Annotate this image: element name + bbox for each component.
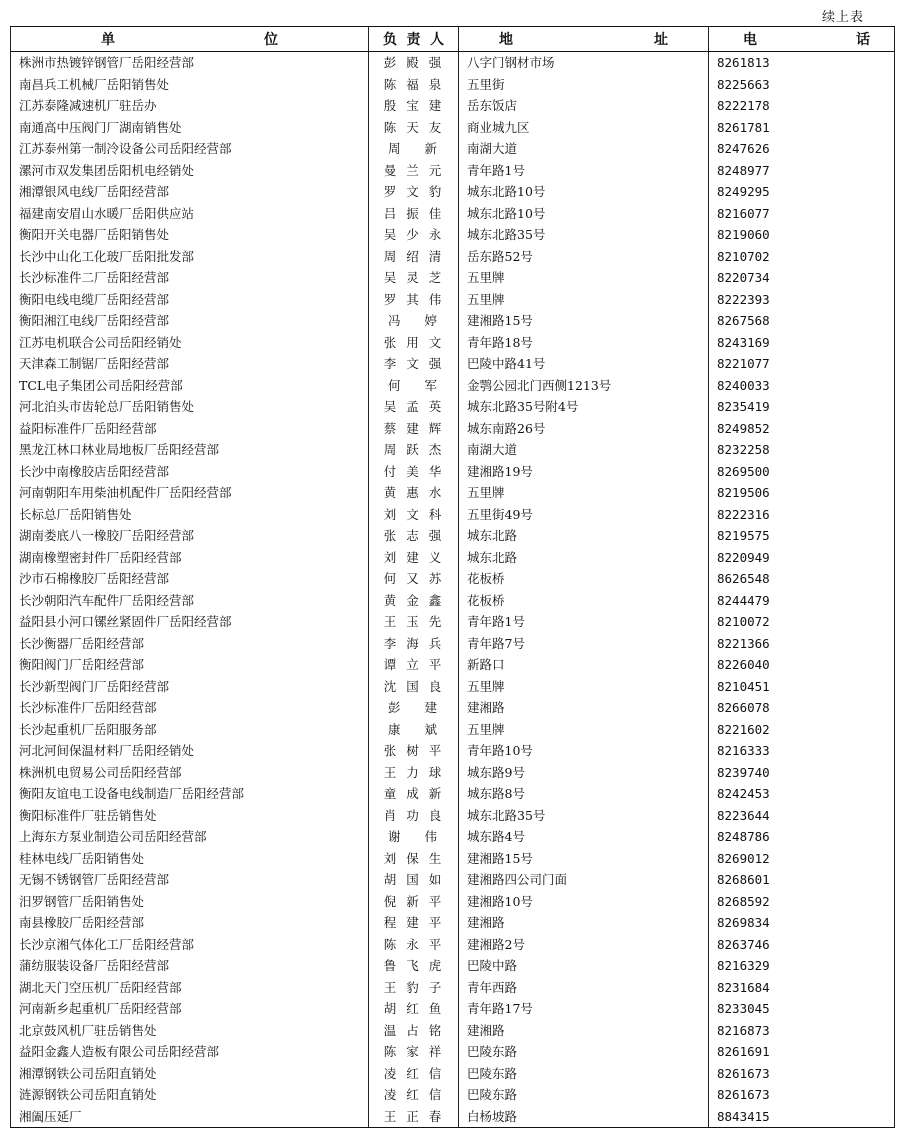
unit-cell: 衡阳友谊电工设备电线制造厂岳阳经营部 bbox=[11, 783, 369, 805]
table-row bbox=[11, 676, 895, 698]
person-cell: 冯 婷 bbox=[369, 310, 459, 332]
phone-cell: 8221602 bbox=[709, 719, 895, 741]
address-cell: 五里牌 bbox=[459, 289, 709, 311]
phone-cell: 8225663 bbox=[709, 74, 895, 96]
table-row bbox=[11, 181, 895, 203]
address-cell: 商业城九区 bbox=[459, 117, 709, 139]
header-unit-char: 位 bbox=[264, 32, 278, 48]
table-row bbox=[11, 848, 895, 870]
unit-cell: 湖南娄底八一橡胶厂岳阳经营部 bbox=[11, 525, 369, 547]
person-cell: 彭殿强 bbox=[369, 52, 459, 74]
unit-cell: 益阳县小河口镙丝紧固件厂岳阳经营部 bbox=[11, 611, 369, 633]
phone-cell: 8216873 bbox=[709, 1020, 895, 1042]
continued-label: 续上表 bbox=[821, 10, 864, 25]
phone-cell: 8269834 bbox=[709, 912, 895, 934]
phone-cell: 8843415 bbox=[709, 1106, 895, 1128]
unit-cell: 涟源钢铁公司岳阳直销处 bbox=[11, 1084, 369, 1106]
table-row bbox=[11, 310, 895, 332]
phone-cell: 8226040 bbox=[709, 654, 895, 676]
person-cell: 何又苏 bbox=[369, 568, 459, 590]
table-row bbox=[11, 1106, 895, 1128]
unit-cell: 南通高中压阀门厂湖南销售处 bbox=[11, 117, 369, 139]
address-cell: 五里牌 bbox=[459, 676, 709, 698]
header-person-char: 人 bbox=[430, 32, 444, 48]
phone-cell: 8223644 bbox=[709, 805, 895, 827]
address-cell: 五里牌 bbox=[459, 482, 709, 504]
table-row bbox=[11, 439, 895, 461]
phone-cell: 8219575 bbox=[709, 525, 895, 547]
address-cell: 建湘路19号 bbox=[459, 461, 709, 483]
table-row bbox=[11, 590, 895, 612]
unit-cell: 江苏泰州第一制冷设备公司岳阳经营部 bbox=[11, 138, 369, 160]
address-cell: 巴陵东路 bbox=[459, 1063, 709, 1085]
unit-cell: 湖南橡塑密封件厂岳阳经营部 bbox=[11, 547, 369, 569]
phone-cell: 8231684 bbox=[709, 977, 895, 999]
table-row bbox=[11, 762, 895, 784]
unit-cell: 福建南安眉山水暖厂岳阳供应站 bbox=[11, 203, 369, 225]
unit-cell: 南县橡胶厂岳阳经营部 bbox=[11, 912, 369, 934]
table-row bbox=[11, 891, 895, 913]
person-cell: 凌红信 bbox=[369, 1084, 459, 1106]
address-cell: 岳东饭店 bbox=[459, 95, 709, 117]
table-row bbox=[11, 418, 895, 440]
phone-cell: 8240033 bbox=[709, 375, 895, 397]
address-cell: 新路口 bbox=[459, 654, 709, 676]
address-cell: 建湘路四公司门面 bbox=[459, 869, 709, 891]
person-cell: 谭立平 bbox=[369, 654, 459, 676]
unit-cell: 河南新乡起重机厂岳阳经营部 bbox=[11, 998, 369, 1020]
table-row bbox=[11, 998, 895, 1020]
table-row bbox=[11, 52, 895, 74]
phone-cell: 8249295 bbox=[709, 181, 895, 203]
phone-cell: 8216333 bbox=[709, 740, 895, 762]
person-cell: 李海兵 bbox=[369, 633, 459, 655]
person-cell: 童成新 bbox=[369, 783, 459, 805]
unit-cell: 长沙标准件厂岳阳经营部 bbox=[11, 697, 369, 719]
header-person bbox=[369, 27, 459, 52]
table-row bbox=[11, 289, 895, 311]
table-row bbox=[11, 138, 895, 160]
header-phone-char: 话 bbox=[856, 32, 870, 48]
phone-cell: 8235419 bbox=[709, 396, 895, 418]
phone-cell: 8263746 bbox=[709, 934, 895, 956]
person-cell: 吕振佳 bbox=[369, 203, 459, 225]
unit-cell: 益阳金鑫人造板有限公司岳阳经营部 bbox=[11, 1041, 369, 1063]
unit-cell: 河北泊头市齿轮总厂岳阳销售处 bbox=[11, 396, 369, 418]
address-cell: 巴陵东路 bbox=[459, 1084, 709, 1106]
table-row bbox=[11, 719, 895, 741]
person-cell: 陈福泉 bbox=[369, 74, 459, 96]
address-cell: 城东路8号 bbox=[459, 783, 709, 805]
phone-cell: 8222178 bbox=[709, 95, 895, 117]
person-cell: 陈天友 bbox=[369, 117, 459, 139]
phone-cell: 8222393 bbox=[709, 289, 895, 311]
address-cell: 建湘路15号 bbox=[459, 848, 709, 870]
unit-cell: 长沙京湘气体化工厂岳阳经营部 bbox=[11, 934, 369, 956]
phone-cell: 8268592 bbox=[709, 891, 895, 913]
unit-cell: 湘潭钢铁公司岳阳直销处 bbox=[11, 1063, 369, 1085]
header-phone bbox=[709, 27, 895, 52]
table-row bbox=[11, 461, 895, 483]
unit-cell: 上海东方泵业制造公司岳阳经营部 bbox=[11, 826, 369, 848]
table-row bbox=[11, 547, 895, 569]
table-row bbox=[11, 633, 895, 655]
phone-cell: 8248786 bbox=[709, 826, 895, 848]
phone-cell: 8248977 bbox=[709, 160, 895, 182]
person-cell: 殷宝建 bbox=[369, 95, 459, 117]
unit-cell: 长沙起重机厂岳阳服务部 bbox=[11, 719, 369, 741]
person-cell: 王玉先 bbox=[369, 611, 459, 633]
phone-cell: 8242453 bbox=[709, 783, 895, 805]
unit-cell: TCL电子集团公司岳阳经营部 bbox=[11, 375, 369, 397]
phone-cell: 8221366 bbox=[709, 633, 895, 655]
address-cell: 花板桥 bbox=[459, 590, 709, 612]
address-cell: 城东北路10号 bbox=[459, 181, 709, 203]
table-row bbox=[11, 654, 895, 676]
table-row bbox=[11, 332, 895, 354]
table-row bbox=[11, 740, 895, 762]
table-row bbox=[11, 1084, 895, 1106]
directory-rows bbox=[11, 52, 895, 1128]
phone-cell: 8219060 bbox=[709, 224, 895, 246]
phone-cell: 8220734 bbox=[709, 267, 895, 289]
phone-cell: 8269500 bbox=[709, 461, 895, 483]
table-row bbox=[11, 1063, 895, 1085]
person-cell: 付美华 bbox=[369, 461, 459, 483]
person-cell: 刘建义 bbox=[369, 547, 459, 569]
person-cell: 彭 建 bbox=[369, 697, 459, 719]
address-cell: 建湘路10号 bbox=[459, 891, 709, 913]
address-cell: 八字门钢材市场 bbox=[459, 52, 709, 74]
address-cell: 城东北路35号 bbox=[459, 224, 709, 246]
person-cell: 倪新平 bbox=[369, 891, 459, 913]
person-cell: 王豹子 bbox=[369, 977, 459, 999]
unit-cell: 河北河间保温材料厂岳阳经销处 bbox=[11, 740, 369, 762]
person-cell: 吴孟英 bbox=[369, 396, 459, 418]
unit-cell: 南昌兵工机械厂岳阳销售处 bbox=[11, 74, 369, 96]
person-cell: 王力球 bbox=[369, 762, 459, 784]
address-cell: 城东北路10号 bbox=[459, 203, 709, 225]
unit-cell: 长沙新型阀门厂岳阳经营部 bbox=[11, 676, 369, 698]
person-cell: 肖功良 bbox=[369, 805, 459, 827]
table-row bbox=[11, 611, 895, 633]
person-cell: 黄金鑫 bbox=[369, 590, 459, 612]
address-cell: 城东南路26号 bbox=[459, 418, 709, 440]
person-cell: 康 斌 bbox=[369, 719, 459, 741]
person-cell: 胡国如 bbox=[369, 869, 459, 891]
table-row bbox=[11, 568, 895, 590]
address-cell: 青年路17号 bbox=[459, 998, 709, 1020]
table-row bbox=[11, 826, 895, 848]
phone-cell: 8261673 bbox=[709, 1084, 895, 1106]
person-cell: 刘保生 bbox=[369, 848, 459, 870]
unit-cell: 衡阳阀门厂岳阳经营部 bbox=[11, 654, 369, 676]
phone-cell: 8216329 bbox=[709, 955, 895, 977]
phone-cell: 8239740 bbox=[709, 762, 895, 784]
address-cell: 青年路1号 bbox=[459, 611, 709, 633]
address-cell: 城东北路 bbox=[459, 547, 709, 569]
phone-cell: 8222316 bbox=[709, 504, 895, 526]
person-cell: 罗其伟 bbox=[369, 289, 459, 311]
person-cell: 谢 伟 bbox=[369, 826, 459, 848]
unit-cell: 湘阖压延厂 bbox=[11, 1106, 369, 1128]
table-row bbox=[11, 934, 895, 956]
table-row bbox=[11, 977, 895, 999]
phone-cell: 8269012 bbox=[709, 848, 895, 870]
address-cell: 五里街49号 bbox=[459, 504, 709, 526]
unit-cell: 株洲市热镀锌钢管厂岳阳经营部 bbox=[11, 52, 369, 74]
person-cell: 何 军 bbox=[369, 375, 459, 397]
phone-cell: 8244479 bbox=[709, 590, 895, 612]
table-row bbox=[11, 246, 895, 268]
header-unit bbox=[11, 27, 369, 52]
address-cell: 城东路4号 bbox=[459, 826, 709, 848]
header-address-char: 址 bbox=[654, 32, 668, 48]
unit-cell: 衡阳开关电器厂岳阳销售处 bbox=[11, 224, 369, 246]
phone-cell: 8266078 bbox=[709, 697, 895, 719]
address-cell: 建湘路15号 bbox=[459, 310, 709, 332]
person-cell: 曼兰元 bbox=[369, 160, 459, 182]
unit-cell: 长沙中南橡胶店岳阳经营部 bbox=[11, 461, 369, 483]
person-cell: 温占铭 bbox=[369, 1020, 459, 1042]
address-cell: 五里街 bbox=[459, 74, 709, 96]
unit-cell: 江苏泰隆减速机厂驻岳办 bbox=[11, 95, 369, 117]
phone-cell: 8247626 bbox=[709, 138, 895, 160]
address-cell: 南湖大道 bbox=[459, 138, 709, 160]
address-cell: 建湘路 bbox=[459, 1020, 709, 1042]
person-cell: 罗文豹 bbox=[369, 181, 459, 203]
header-phone-char: 电 bbox=[743, 32, 757, 48]
unit-cell: 无锡不锈钢管厂岳阳经营部 bbox=[11, 869, 369, 891]
unit-cell: 长沙标准件二厂岳阳经营部 bbox=[11, 267, 369, 289]
table-row bbox=[11, 1020, 895, 1042]
table-row bbox=[11, 203, 895, 225]
table-row bbox=[11, 912, 895, 934]
unit-cell: 漯河市双发集团岳阳机电经销处 bbox=[11, 160, 369, 182]
table-row bbox=[11, 525, 895, 547]
address-cell: 金鹗公园北门西侧1213号 bbox=[459, 375, 709, 397]
person-cell: 周跃杰 bbox=[369, 439, 459, 461]
person-cell: 吴少永 bbox=[369, 224, 459, 246]
person-cell: 黄惠水 bbox=[369, 482, 459, 504]
address-cell: 青年路10号 bbox=[459, 740, 709, 762]
unit-cell: 长沙朝阳汽车配件厂岳阳经营部 bbox=[11, 590, 369, 612]
table-row bbox=[11, 353, 895, 375]
address-cell: 城东北路35号 bbox=[459, 805, 709, 827]
unit-cell: 天津森工制锯厂岳阳经营部 bbox=[11, 353, 369, 375]
address-cell: 城东北路35号附4号 bbox=[459, 396, 709, 418]
address-cell: 花板桥 bbox=[459, 568, 709, 590]
person-cell: 刘文科 bbox=[369, 504, 459, 526]
address-cell: 城东路9号 bbox=[459, 762, 709, 784]
table-row bbox=[11, 1041, 895, 1063]
address-cell: 五里牌 bbox=[459, 719, 709, 741]
address-cell: 青年西路 bbox=[459, 977, 709, 999]
unit-cell: 衡阳电线电缆厂岳阳经营部 bbox=[11, 289, 369, 311]
address-cell: 建湘路 bbox=[459, 697, 709, 719]
unit-cell: 河南朝阳车用柴油机配件厂岳阳经营部 bbox=[11, 482, 369, 504]
phone-cell: 8626548 bbox=[709, 568, 895, 590]
unit-cell: 长沙中山化工化玻厂岳阳批发部 bbox=[11, 246, 369, 268]
person-cell: 张志强 bbox=[369, 525, 459, 547]
person-cell: 李文强 bbox=[369, 353, 459, 375]
person-cell: 张用文 bbox=[369, 332, 459, 354]
header-address bbox=[459, 27, 709, 52]
unit-cell: 株洲机电贸易公司岳阳经营部 bbox=[11, 762, 369, 784]
address-cell: 巴陵中路41号 bbox=[459, 353, 709, 375]
table-row bbox=[11, 95, 895, 117]
table-row bbox=[11, 504, 895, 526]
phone-cell: 8261691 bbox=[709, 1041, 895, 1063]
phone-cell: 8216077 bbox=[709, 203, 895, 225]
phone-cell: 8249852 bbox=[709, 418, 895, 440]
person-cell: 陈家祥 bbox=[369, 1041, 459, 1063]
header-unit-char: 单 bbox=[101, 32, 115, 48]
unit-cell: 蒲纺服装设备厂岳阳经营部 bbox=[11, 955, 369, 977]
header-person-char: 责 bbox=[406, 32, 421, 48]
table-row bbox=[11, 160, 895, 182]
unit-cell: 湘潭银风电线厂岳阳经营部 bbox=[11, 181, 369, 203]
table-row bbox=[11, 396, 895, 418]
unit-cell: 沙市石棉橡胶厂岳阳经营部 bbox=[11, 568, 369, 590]
phone-cell: 8261813 bbox=[709, 52, 895, 74]
person-cell: 陈永平 bbox=[369, 934, 459, 956]
table-row bbox=[11, 267, 895, 289]
phone-cell: 8232258 bbox=[709, 439, 895, 461]
phone-cell: 8210702 bbox=[709, 246, 895, 268]
address-cell: 建湘路 bbox=[459, 912, 709, 934]
table-row bbox=[11, 955, 895, 977]
phone-cell: 8261781 bbox=[709, 117, 895, 139]
unit-cell: 黑龙江林口林业局地板厂岳阳经营部 bbox=[11, 439, 369, 461]
unit-cell: 湖北天门空压机厂岳阳经营部 bbox=[11, 977, 369, 999]
address-cell: 巴陵东路 bbox=[459, 1041, 709, 1063]
phone-cell: 8243169 bbox=[709, 332, 895, 354]
unit-cell: 长沙衡器厂岳阳经营部 bbox=[11, 633, 369, 655]
address-cell: 青年路1号 bbox=[459, 160, 709, 182]
unit-cell: 桂林电线厂岳阳销售处 bbox=[11, 848, 369, 870]
header-address-char: 地 bbox=[499, 32, 513, 48]
person-cell: 胡红鱼 bbox=[369, 998, 459, 1020]
header-person-char: 负 bbox=[383, 32, 397, 48]
phone-cell: 8233045 bbox=[709, 998, 895, 1020]
person-cell: 程建平 bbox=[369, 912, 459, 934]
directory-table bbox=[10, 26, 895, 1128]
unit-cell: 衡阳湘江电线厂岳阳经营部 bbox=[11, 310, 369, 332]
address-cell: 城东北路 bbox=[459, 525, 709, 547]
address-cell: 岳东路52号 bbox=[459, 246, 709, 268]
phone-cell: 8210072 bbox=[709, 611, 895, 633]
header-row bbox=[11, 27, 895, 52]
person-cell: 王正春 bbox=[369, 1106, 459, 1128]
unit-cell: 衡阳标准件厂驻岳销售处 bbox=[11, 805, 369, 827]
phone-cell: 8267568 bbox=[709, 310, 895, 332]
address-cell: 青年路7号 bbox=[459, 633, 709, 655]
person-cell: 吴灵芝 bbox=[369, 267, 459, 289]
address-cell: 巴陵中路 bbox=[459, 955, 709, 977]
phone-cell: 8210451 bbox=[709, 676, 895, 698]
phone-cell: 8220949 bbox=[709, 547, 895, 569]
address-cell: 建湘路2号 bbox=[459, 934, 709, 956]
address-cell: 五里牌 bbox=[459, 267, 709, 289]
person-cell: 凌红信 bbox=[369, 1063, 459, 1085]
table-row bbox=[11, 783, 895, 805]
address-cell: 南湖大道 bbox=[459, 439, 709, 461]
table-row bbox=[11, 224, 895, 246]
address-cell: 青年路18号 bbox=[459, 332, 709, 354]
person-cell: 沈国良 bbox=[369, 676, 459, 698]
unit-cell: 长标总厂岳阳销售处 bbox=[11, 504, 369, 526]
table-row bbox=[11, 117, 895, 139]
person-cell: 张树平 bbox=[369, 740, 459, 762]
phone-cell: 8219506 bbox=[709, 482, 895, 504]
unit-cell: 北京鼓风机厂驻岳销售处 bbox=[11, 1020, 369, 1042]
table-row bbox=[11, 375, 895, 397]
address-cell: 白杨坡路 bbox=[459, 1106, 709, 1128]
table-row bbox=[11, 482, 895, 504]
table-row bbox=[11, 74, 895, 96]
unit-cell: 汨罗钢管厂岳阳销售处 bbox=[11, 891, 369, 913]
table-row bbox=[11, 697, 895, 719]
person-cell: 鲁飞虎 bbox=[369, 955, 459, 977]
person-cell: 周绍清 bbox=[369, 246, 459, 268]
person-cell: 蔡建辉 bbox=[369, 418, 459, 440]
phone-cell: 8221077 bbox=[709, 353, 895, 375]
phone-cell: 8268601 bbox=[709, 869, 895, 891]
person-cell: 周 新 bbox=[369, 138, 459, 160]
phone-cell: 8261673 bbox=[709, 1063, 895, 1085]
unit-cell: 江苏电机联合公司岳阳经销处 bbox=[11, 332, 369, 354]
table-row bbox=[11, 805, 895, 827]
table-row bbox=[11, 869, 895, 891]
unit-cell: 益阳标准件厂岳阳经营部 bbox=[11, 418, 369, 440]
